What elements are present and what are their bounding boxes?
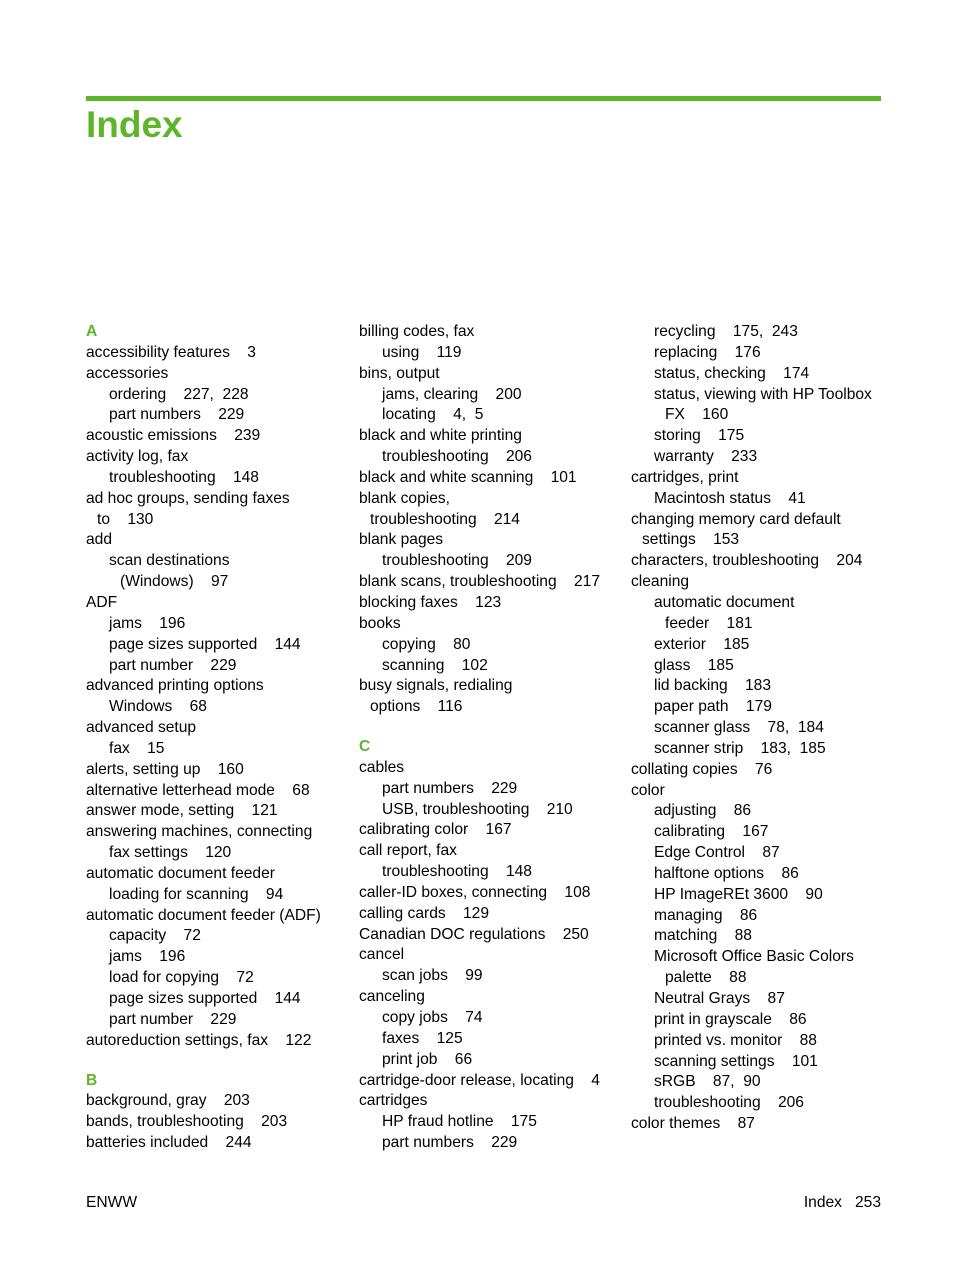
index-subentry: Edge Control 87 xyxy=(654,844,780,862)
index-subentry: scan destinations xyxy=(109,552,230,570)
index-subentry: jams 196 xyxy=(109,948,186,966)
index-subentry: troubleshooting 206 xyxy=(654,1094,804,1112)
index-entry: bins, output xyxy=(359,364,440,382)
index-entry: collating copies 76 xyxy=(631,760,773,778)
index-entry: automatic document feeder (ADF) xyxy=(86,906,321,924)
index-subentry: troubleshooting 209 xyxy=(382,552,532,570)
index-subentry: recycling 175, 243 xyxy=(654,323,798,340)
index-subentry: adjusting 86 xyxy=(654,802,752,820)
page-title: Index xyxy=(86,104,183,145)
index-entry: color themes 87 xyxy=(631,1115,755,1133)
index-subentry: scanner glass 78, 184 xyxy=(654,719,824,737)
index-entry: caller-ID boxes, connecting 108 xyxy=(359,883,591,901)
index-subentry: part numbers 229 xyxy=(109,406,245,424)
index-entry: books xyxy=(359,614,401,632)
index-entry: answer mode, setting 121 xyxy=(86,802,278,820)
index-entry: background, gray 203 xyxy=(86,1092,250,1110)
index-column-2 xyxy=(359,322,621,1154)
index-subentry: ordering 227, 228 xyxy=(109,385,249,403)
index-letter-heading: B xyxy=(86,1071,98,1089)
index-entry: blank pages xyxy=(359,531,444,549)
index-subentry: HP ImageREt 3600 90 xyxy=(654,885,823,903)
index-entry: call report, fax xyxy=(359,842,457,860)
index-entry: accessories xyxy=(86,364,169,382)
index-subentry: exterior 185 xyxy=(654,635,750,653)
index-subentry: fax settings 120 xyxy=(109,844,232,862)
index-entry: activity log, fax xyxy=(86,448,189,466)
index-entry: answering machines, connecting xyxy=(86,823,313,841)
index-subentry: halftone options 86 xyxy=(654,864,799,882)
index-subentry: copying 80 xyxy=(382,635,471,653)
index-entry: cleaning xyxy=(631,573,690,591)
index-subentry: Macintosh status 41 xyxy=(654,489,806,507)
index-entry: blocking faxes 123 xyxy=(359,593,502,611)
index-entry-continuation: palette 88 xyxy=(665,969,747,987)
index-subentry: capacity 72 xyxy=(109,927,201,945)
index-letter-heading: A xyxy=(86,323,98,340)
index-entry: billing codes, fax xyxy=(359,323,475,340)
index-subentry: part number 229 xyxy=(109,656,237,674)
index-subentry: managing 86 xyxy=(654,906,758,924)
index-subentry: HP fraud hotline 175 xyxy=(382,1113,537,1131)
index-subentry: matching 88 xyxy=(654,927,752,945)
index-entry: automatic document feeder xyxy=(86,864,275,882)
index-entry: cancel xyxy=(359,946,405,964)
index-subentry: troubleshooting 148 xyxy=(109,468,259,486)
index-subentry: replacing 176 xyxy=(654,343,761,361)
index-subentry: storing 175 xyxy=(654,427,745,445)
index-entry: Canadian DOC regulations 250 xyxy=(359,925,589,943)
index-subentry: loading for scanning 94 xyxy=(109,885,284,903)
index-subentry: warranty 233 xyxy=(654,448,758,466)
index-entry: alerts, setting up 160 xyxy=(86,760,244,778)
index-subentry: status, viewing with HP Toolbox xyxy=(654,385,872,403)
index-entry: calibrating color 167 xyxy=(359,821,512,839)
index-entry: characters, troubleshooting 204 xyxy=(631,552,863,570)
index-entry: cartridges xyxy=(359,1092,428,1110)
index-subentry: faxes 125 xyxy=(382,1029,463,1047)
index-subentry: sRGB 87, 90 xyxy=(654,1073,761,1091)
index-letter-heading: C xyxy=(359,738,371,756)
index-entry-continuation: troubleshooting 214 xyxy=(370,510,520,528)
footer-right: Index 253 xyxy=(803,1194,881,1211)
index-subentry: jams, clearing 200 xyxy=(382,385,522,403)
index-entry: cartridge-door release, locating 4 xyxy=(359,1071,600,1089)
index-entry-continuation: options 116 xyxy=(370,698,463,716)
index-subentry: page sizes supported 144 xyxy=(109,990,301,1007)
index-subentry: print job 66 xyxy=(382,1050,473,1068)
index-entry: ad hoc groups, sending faxes xyxy=(86,489,290,507)
index-subentry: scanning settings 101 xyxy=(654,1052,818,1070)
index-subentry: scan jobs 99 xyxy=(382,967,483,985)
index-subentry: jams 196 xyxy=(109,614,186,632)
index-subentry: Windows 68 xyxy=(109,698,207,716)
index-entry: calling cards 129 xyxy=(359,904,490,922)
index-subentry: part numbers 229 xyxy=(382,779,518,797)
index-entry-continuation: (Windows) 97 xyxy=(120,573,229,591)
index-subentry: Neutral Grays 87 xyxy=(654,990,785,1007)
index-subentry: fax 15 xyxy=(109,739,165,757)
index-subentry: using 119 xyxy=(382,343,462,361)
index-entry: busy signals, redialing xyxy=(359,677,513,695)
index-subentry: scanner strip 183, 185 xyxy=(654,739,826,757)
index-subentry: status, checking 174 xyxy=(654,364,810,382)
index-entry: blank scans, troubleshooting 217 xyxy=(359,573,600,591)
index-subentry: load for copying 72 xyxy=(109,969,254,987)
index-subentry: USB, troubleshooting 210 xyxy=(382,800,573,818)
index-entry: ADF xyxy=(86,593,118,611)
index-entry: advanced setup xyxy=(86,719,197,737)
index-subentry: Microsoft Office Basic Colors xyxy=(654,948,854,966)
index-entry: advanced printing options xyxy=(86,677,264,695)
index-subentry: copy jobs 74 xyxy=(382,1009,483,1026)
index-subentry: lid backing 183 xyxy=(654,677,772,695)
index-column-3 xyxy=(631,322,891,1135)
index-subentry: printed vs. monitor 88 xyxy=(654,1031,817,1049)
index-entry: cartridges, print xyxy=(631,468,739,486)
index-entry-continuation: FX 160 xyxy=(665,406,729,424)
index-entry: color xyxy=(631,781,665,799)
index-entry: black and white scanning 101 xyxy=(359,468,577,486)
index-entry: changing memory card default xyxy=(631,510,841,528)
footer-left: ENWW xyxy=(86,1194,138,1211)
title-rule xyxy=(86,96,881,101)
index-entry: batteries included 244 xyxy=(86,1134,252,1152)
index-entry: black and white printing xyxy=(359,427,522,445)
index-subentry: part numbers 229 xyxy=(382,1134,518,1152)
index-subentry: glass 185 xyxy=(654,656,734,674)
index-entry-continuation: feeder 181 xyxy=(665,614,753,632)
index-entry: add xyxy=(86,531,113,549)
index-entry: cables xyxy=(359,758,405,776)
index-subentry: print in grayscale 86 xyxy=(654,1010,807,1028)
index-subentry: part number 229 xyxy=(109,1010,237,1028)
index-subentry: troubleshooting 148 xyxy=(382,863,532,881)
index-entry: autoreduction settings, fax 122 xyxy=(86,1031,312,1049)
index-subentry: automatic document xyxy=(654,593,795,611)
index-subentry: scanning 102 xyxy=(382,656,488,674)
index-subentry: paper path 179 xyxy=(654,698,772,716)
index-entry: blank copies, xyxy=(359,489,451,507)
index-entry-continuation: settings 153 xyxy=(642,531,740,549)
index-subentry: page sizes supported 144 xyxy=(109,635,301,653)
index-subentry: locating 4, 5 xyxy=(382,406,484,424)
index-column-1 xyxy=(86,322,346,1154)
index-subentry: troubleshooting 206 xyxy=(382,448,532,466)
index-entry: acoustic emissions 239 xyxy=(86,427,261,445)
index-entry: accessibility features 3 xyxy=(86,343,256,361)
index-entry: canceling xyxy=(359,988,425,1006)
index-entry-continuation: to 130 xyxy=(97,510,154,528)
index-entry: bands, troubleshooting 203 xyxy=(86,1113,288,1131)
index-entry: alternative letterhead mode 68 xyxy=(86,781,310,799)
index-subentry: calibrating 167 xyxy=(654,823,769,841)
